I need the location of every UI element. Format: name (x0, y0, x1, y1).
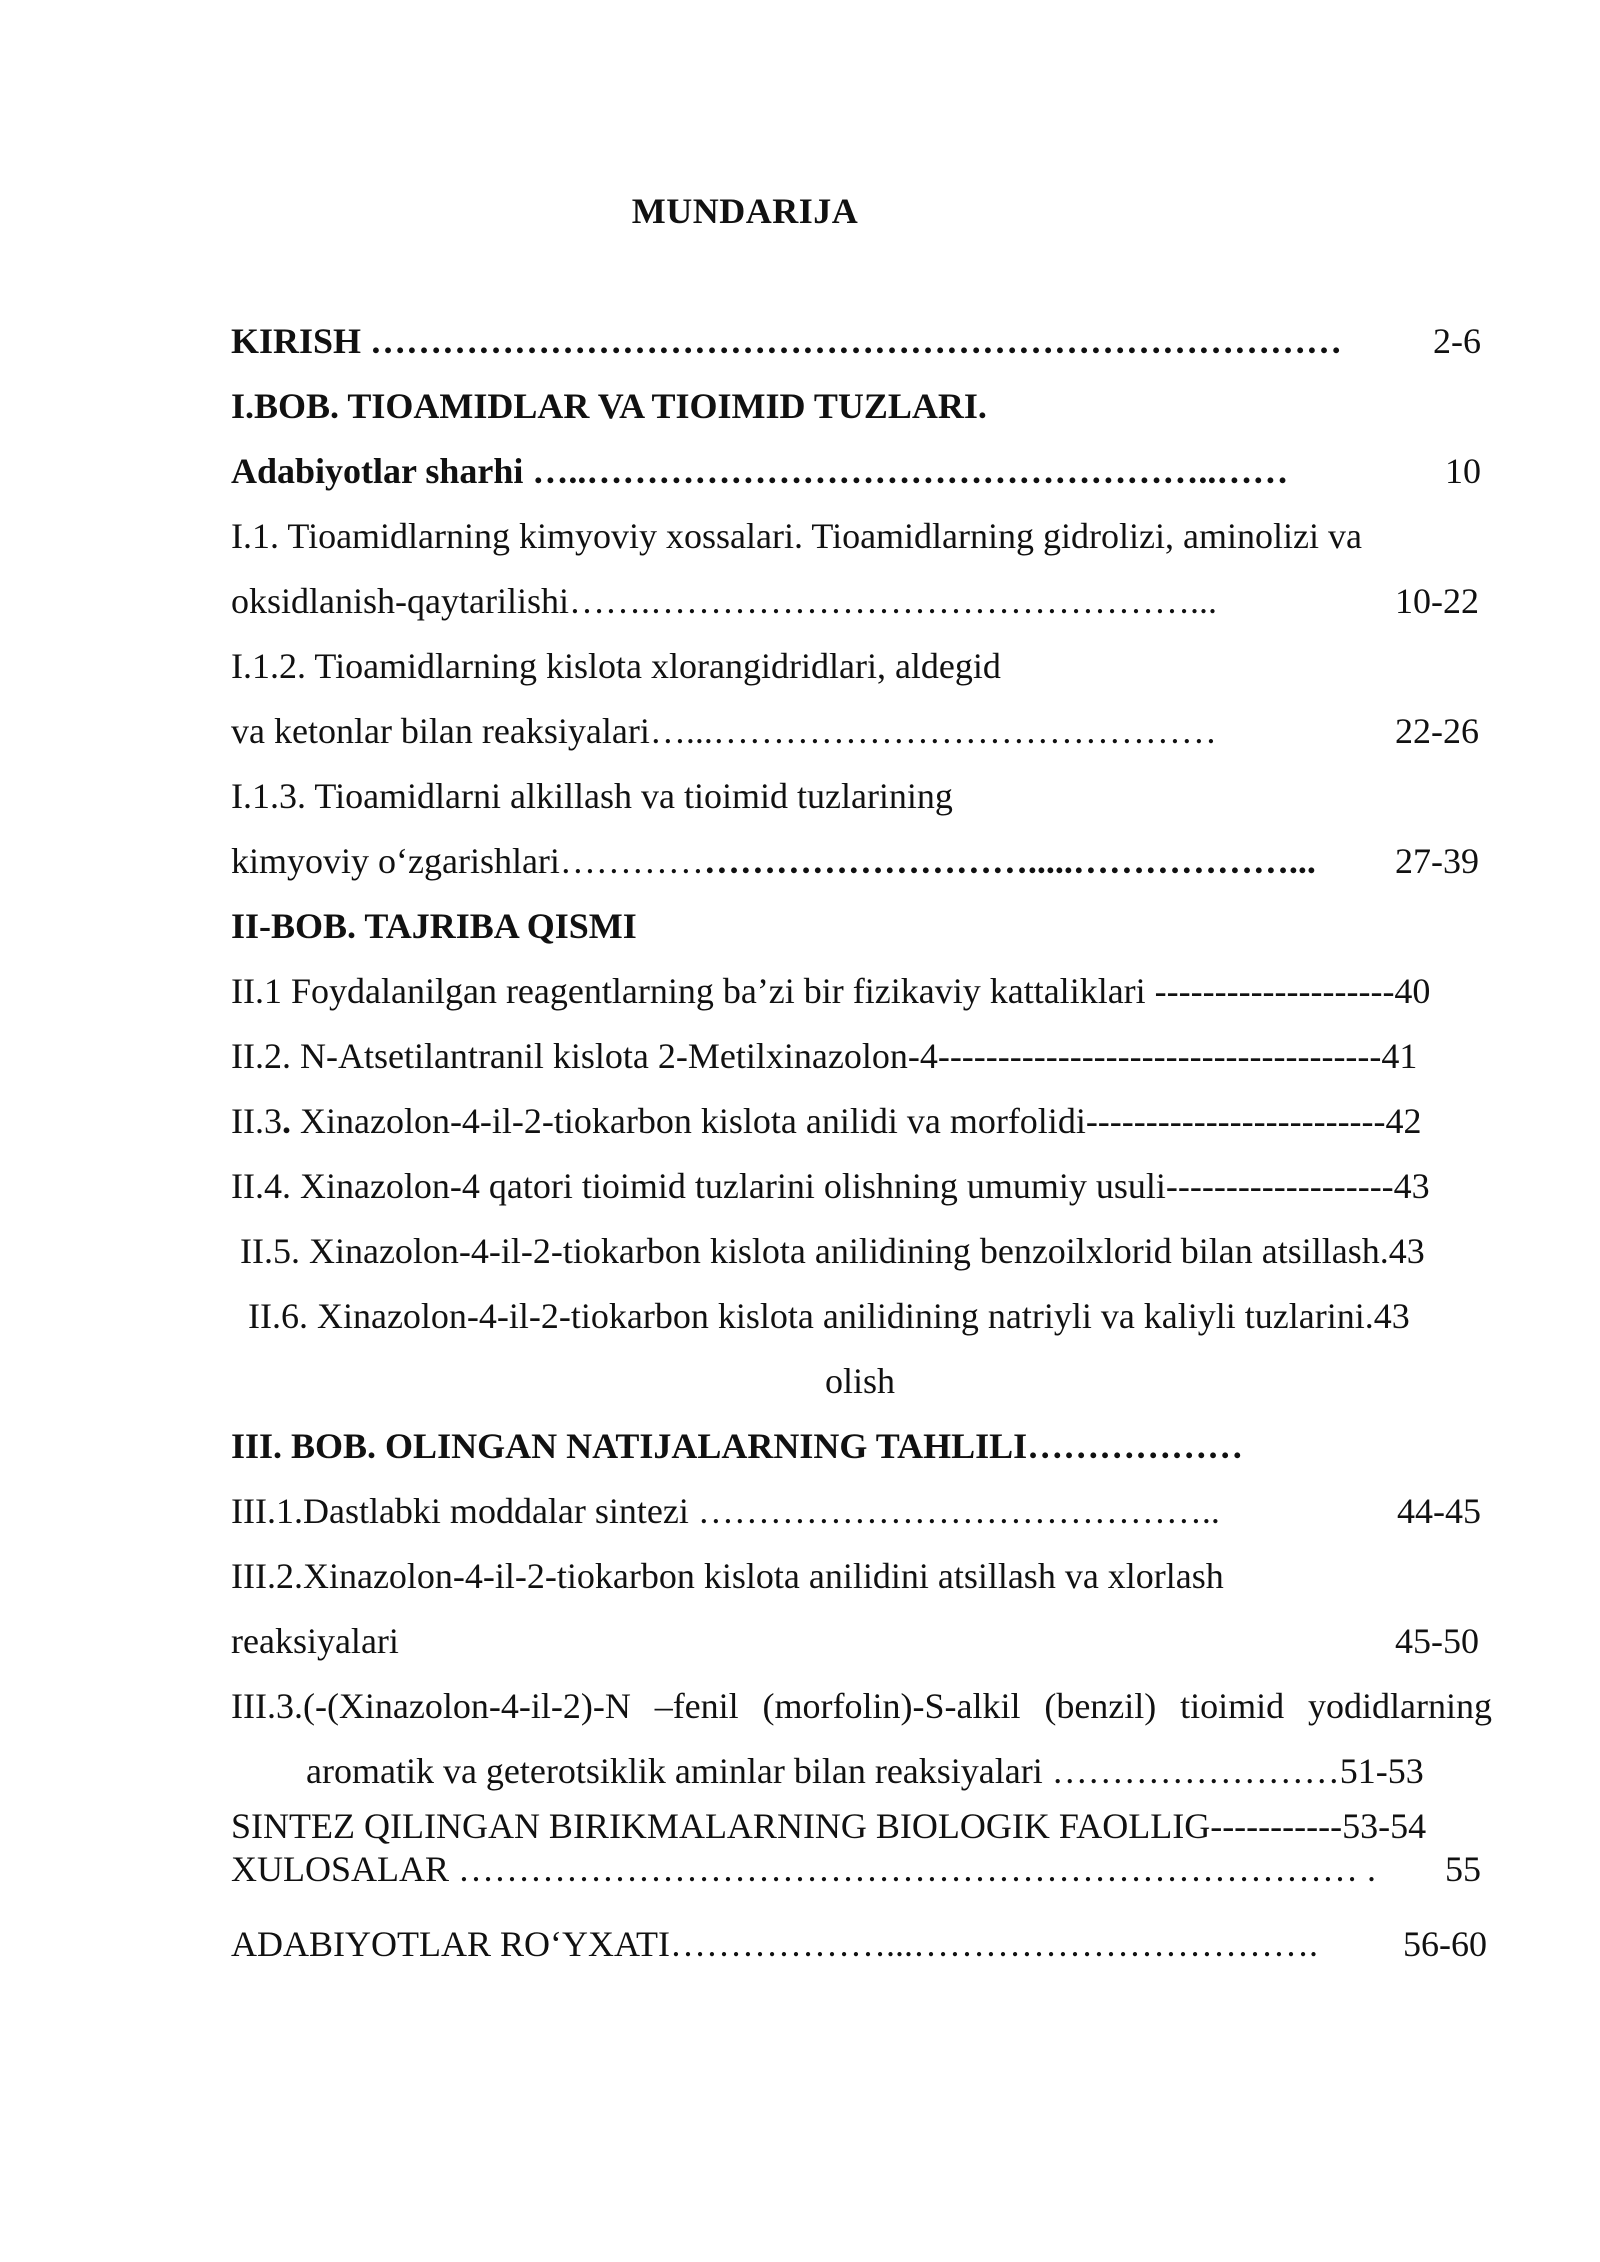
toc-entry-label: kimyoviy o‘zgarishlari………… (231, 841, 704, 881)
toc-entry-number: II.3 (231, 1101, 282, 1141)
toc-entry-label: oksidlanish-qaytarilishi…….………………………………………... (231, 581, 1217, 621)
toc-entry-i12-line1: I.1.2. Tioamidlarning kislota xlorangidridlari, aldegid (231, 646, 1001, 686)
toc-chapter-3-heading: III. BOB. OLINGAN NATIJALARNING TAHLILI……………… (231, 1426, 1244, 1466)
toc-entry-ii4: II.4. Xinazolon-4 qatori tioimid tuzlarini olishning umumiy usuli-------------------43 (231, 1166, 1430, 1206)
toc-page-number: 27-39 (1395, 841, 1479, 881)
toc-entry-xulosalar (231, 1846, 1491, 1892)
toc-entry-ii3 (231, 1088, 1491, 1154)
toc-entry-sintez: SINTEZ QILINGAN BIRIKMALARNING BIOLOGIK FAOLLIG-----------53-54 (231, 1806, 1427, 1846)
toc-page-number: 2-6 (1433, 321, 1481, 361)
toc-page-number: 10 (1445, 451, 1481, 491)
toc-entry-label: III.1.Dastlabki moddalar sintezi …………………………………….. (231, 1491, 1220, 1531)
toc-page-number: 45-50 (1395, 1621, 1479, 1661)
toc-entry-i13-line1: I.1.3. Tioamidlarni alkillash va tioimid tuzlarining (231, 776, 953, 816)
toc-entry-ii6: II.6. Xinazolon-4-il-2-tiokarbon kislota anilidining natriyli va kaliyli tuzlarini.43 (248, 1296, 1410, 1336)
toc-chapter-2-heading: II-BOB. TAJRIBA QISMI (231, 906, 637, 946)
toc-entry-kirish (231, 308, 1491, 374)
toc-entry-i13-line2 (231, 828, 1491, 894)
toc-entry-ii1: II.1 Foydalanilgan reagentlarning ba’zi bir fizikaviy kattaliklari --------------------40 (231, 971, 1431, 1011)
toc-page-number: 55 (1445, 1849, 1481, 1889)
toc-entry-adabiyot-sharhi (231, 438, 1491, 504)
toc-entry-ii5: II.5. Xinazolon-4-il-2-tiokarbon kislota anilidining benzoilxlorid bilan atsillash.43 (240, 1231, 1425, 1271)
toc-page-number: 10-22 (1395, 581, 1479, 621)
toc-entry-label: XULOSALAR ………………………………………………………………… . (231, 1849, 1377, 1889)
toc-entry-i12-line2 (231, 698, 1491, 764)
toc-entry-label: KIRISH ……………………………………………………………………… (231, 321, 1343, 361)
toc-entry-iii1 (231, 1478, 1491, 1544)
page-title: MUNDARIJA (631, 191, 859, 231)
toc-entry-iii2-line2 (231, 1608, 1491, 1674)
toc-entry-label: reaksiyalari (231, 1621, 399, 1661)
toc-entry-iii3-line1: III.3.(-(Xinazolon-4-il-2)-N –fenil (morfolin)-S-alkil (benzil) tioimid yodidlarning (231, 1686, 1492, 1726)
toc-entry-label: Xinazolon-4-il-2-tiokarbon kislota anilidi va morfolidi-------------------------42 (290, 1101, 1422, 1141)
toc-page-number: 44-45 (1397, 1491, 1481, 1531)
toc-entry-iii2-line1: III.2.Xinazolon-4-il-2-tiokarbon kislota anilidini atsillash va xlorlash (231, 1556, 1224, 1596)
toc-entry-label: va ketonlar bilan reaksiyalari…...…………………………………… (231, 711, 1217, 751)
toc-entry-dot: . (281, 1101, 291, 1141)
toc-entry-ii6-continuation: olish (824, 1361, 895, 1401)
toc-entry-i1-line2 (231, 568, 1491, 634)
toc-page-number: 22-26 (1395, 711, 1479, 751)
toc-entry-leader: ……………………….....………………... (703, 841, 1316, 881)
toc-chapter-1-heading: I.BOB. TIOAMIDLAR VA TIOIMID TUZLARI. (231, 386, 987, 426)
toc-entry-label: Adabiyotlar sharhi …..……………………………………………..…… (231, 451, 1289, 491)
toc-entry-label: ADABIYOTLAR RO‘YXATI………………...……………………………. (231, 1924, 1318, 1964)
toc-entry-i1-line1: I.1. Tioamidlarning kimyoviy xossalari. Tioamidlarning gidrolizi, aminolizi va (231, 516, 1362, 556)
toc-entry-iii3-line2: aromatik va geterotsiklik aminlar bilan reaksiyalari ……………………51-53 (306, 1751, 1424, 1791)
toc-entry-adabiyotlar (231, 1911, 1491, 1977)
toc-entry-ii2: II.2. N-Atsetilantranil kislota 2-Metilxinazolon-4-------------------------------------41 (231, 1036, 1418, 1076)
toc-page-number: 56-60 (1403, 1924, 1487, 1964)
